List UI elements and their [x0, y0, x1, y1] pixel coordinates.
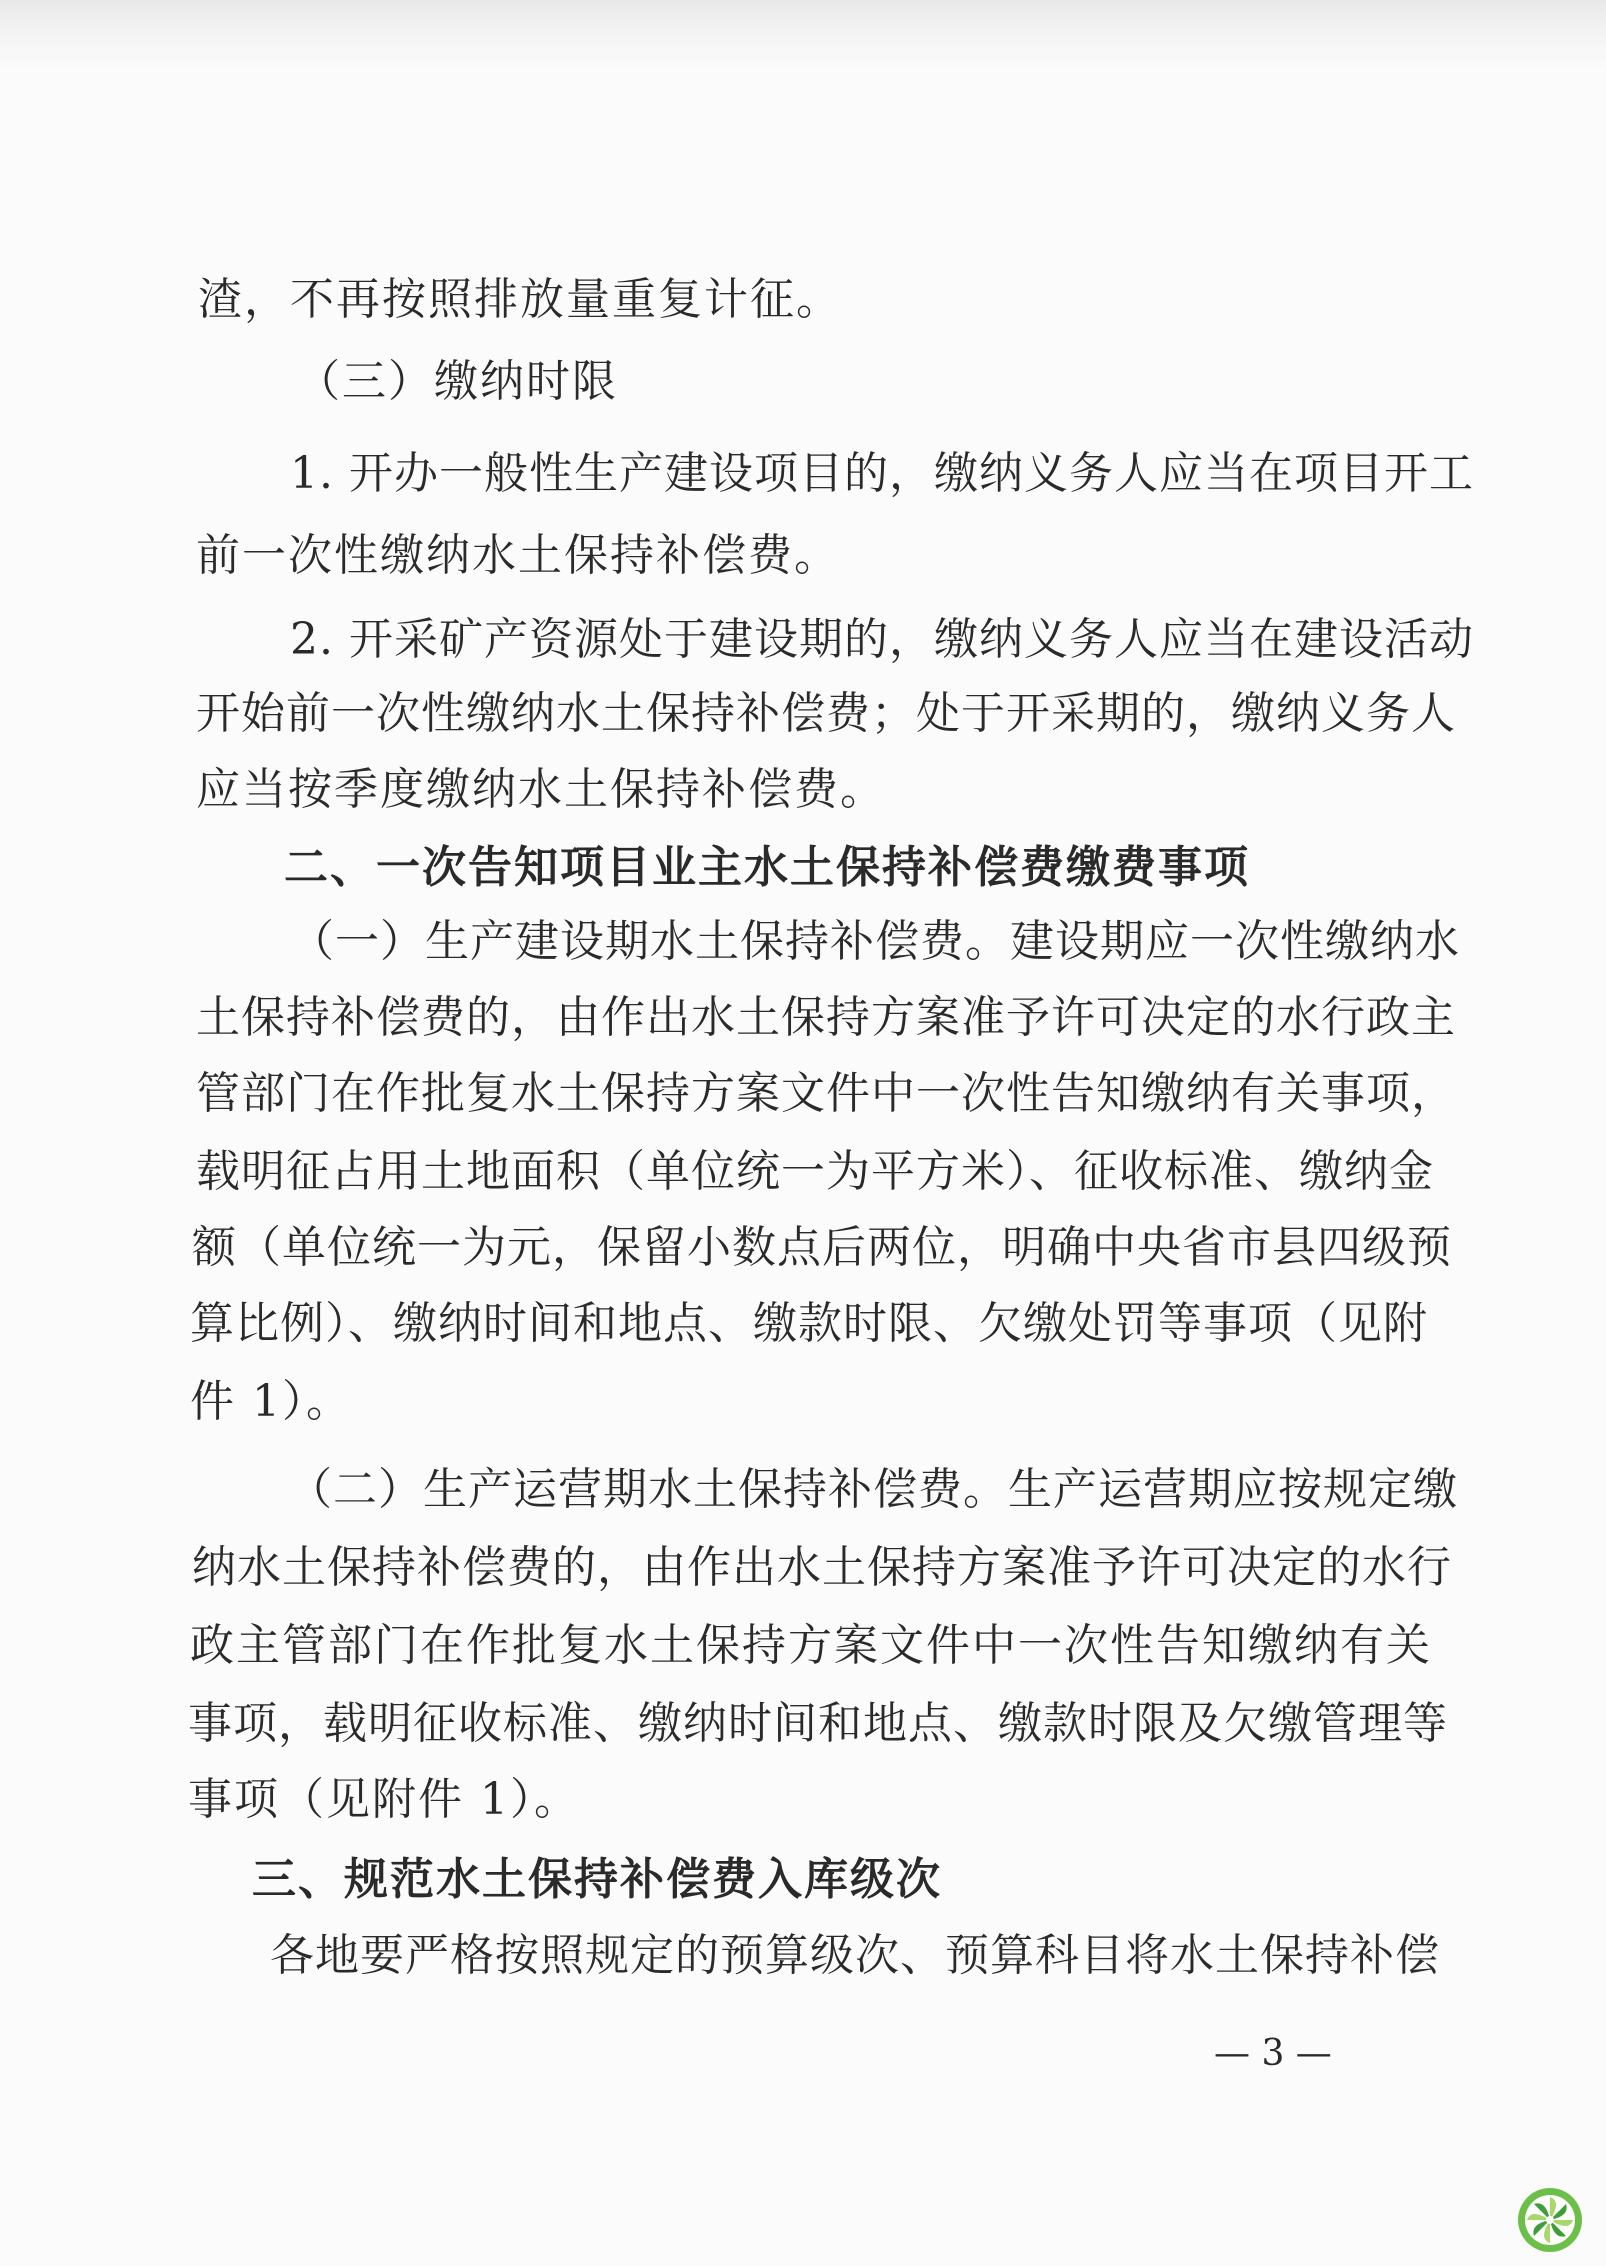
- scan-shadow: [0, 0, 1606, 70]
- paragraph-line: 前一次性缴纳水土保持补偿费。: [196, 530, 840, 581]
- paragraph-line: 额（单位统一为元，保留小数点后两位，明确中央省市县四级预: [192, 1222, 1452, 1273]
- paragraph-line: 政主管部门在作批复水土保持方案文件中一次性告知缴纳有关: [190, 1620, 1432, 1671]
- paragraph-line: 纳水土保持补偿费的，由作出水土保持方案准予许可决定的水行: [192, 1542, 1452, 1593]
- paragraph-line: （一）生产建设期水土保持补偿费。建设期应一次性缴纳水: [290, 916, 1460, 967]
- paragraph-line: 土保持补偿费的，由作出水土保持方案准予许可决定的水行政主: [196, 992, 1456, 1043]
- page-number: — 3 —: [1214, 2033, 1332, 2074]
- pinwheel-logo-icon: [1516, 2186, 1584, 2254]
- paragraph-line: 载明征占用土地面积（单位统一为平方米）、征收标准、缴纳金: [196, 1146, 1434, 1197]
- paragraph-line: 应当按季度缴纳水土保持补偿费。: [196, 764, 886, 815]
- paragraph-line: 1. 开办一般性生产建设项目的，缴纳义务人应当在项目开工: [290, 448, 1474, 499]
- paragraph-line: 2. 开采矿产资源处于建设期的，缴纳义务人应当在建设活动: [290, 614, 1474, 665]
- paragraph-line: 各地要严格按照规定的预算级次、预算科目将水土保持补偿: [270, 1930, 1440, 1981]
- paragraph-line: 算比例）、缴纳时间和地点、缴款时限、欠缴处罚等事项（见附: [190, 1298, 1428, 1349]
- paragraph-line: 事项（见附件 1）。: [188, 1774, 580, 1825]
- section-heading: 二、一次告知项目业主水土保持补偿费缴费事项: [284, 842, 1250, 893]
- paragraph-line: （二）生产运营期水土保持补偿费。生产运营期应按规定缴: [288, 1464, 1458, 1515]
- paragraph-line: 事项，载明征收标准、缴纳时间和地点、缴款时限及欠缴管理等: [188, 1698, 1448, 1749]
- paragraph-line: 开始前一次性缴纳水土保持补偿费；处于开采期的，缴纳义务人: [196, 688, 1456, 739]
- paragraph-line: 渣，不再按照排放量重复计征。: [198, 274, 842, 325]
- section-heading: 三、规范水土保持补偿费入库级次: [252, 1854, 942, 1905]
- paragraph-line: 管部门在作批复水土保持方案文件中一次性告知缴纳有关事项，: [196, 1068, 1456, 1119]
- subsection-title: （三）缴纳时限: [296, 356, 618, 407]
- paragraph-line: 件 1）。: [190, 1376, 352, 1427]
